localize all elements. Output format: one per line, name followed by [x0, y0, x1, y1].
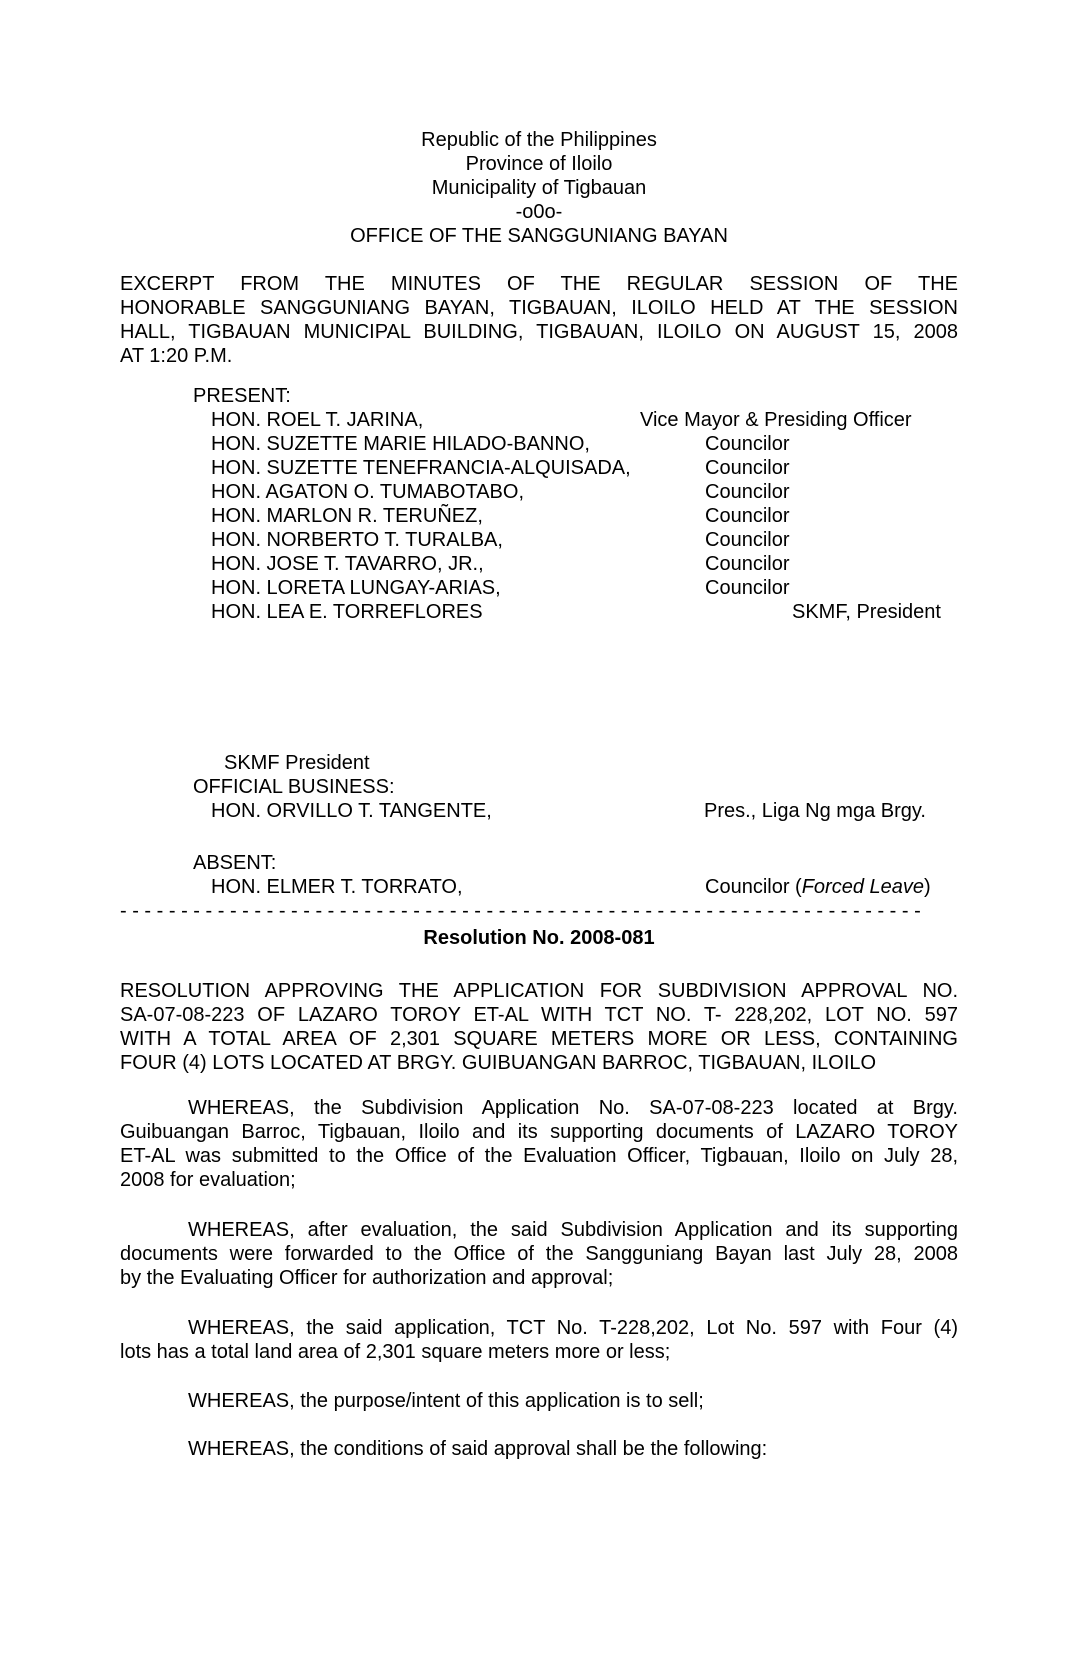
attendee-role-suffix: )	[924, 876, 931, 898]
present-label: PRESENT:	[193, 385, 291, 407]
dashed-separator: - - - - - - - - - - - - - - - - - - - - - - - - - - - - - - - - - - - - - - - - - - - - - - - - - - - - - - - - - - - - - - - - - -	[120, 900, 921, 922]
attendee-row	[120, 528, 958, 552]
paragraph-line: RESOLUTION APPROVING THE APPLICATION FOR SUBDIVISION APPROVAL NO.	[120, 980, 958, 1002]
whereas-paragraph-5	[120, 1437, 958, 1461]
attendee-role	[705, 875, 931, 899]
attendee-row	[120, 576, 958, 600]
letterhead-ornament: -o0o-	[515, 201, 563, 223]
paragraph-line: HALL, TIGBAUAN MUNICIPAL BUILDING, TIGBAUAN, ILOILO ON AUGUST 15, 2008	[120, 321, 958, 343]
letterhead-line-province: Province of Iloilo	[465, 153, 613, 175]
attendee-name: HON. AGATON O. TUMABOTABO,	[211, 481, 525, 503]
attendee-role: Councilor	[705, 577, 790, 599]
attendee-row	[120, 875, 958, 899]
attendee-role: Councilor	[705, 553, 790, 575]
attendee-role: Councilor	[705, 505, 790, 527]
paragraph-line: documents were forwarded to the Office of the Sangguniang Bayan last July 28, 2008	[120, 1243, 958, 1265]
attendee-role: SKMF, President	[792, 601, 941, 623]
paragraph-line: EXCERPT FROM THE MINUTES OF THE REGULAR SESSION OF THE	[120, 273, 958, 295]
resolution-title-paragraph	[120, 979, 958, 1075]
official-business-label: OFFICIAL BUSINESS:	[193, 776, 395, 798]
skmf-president-note: SKMF President	[224, 752, 370, 774]
paragraph-line: by the Evaluating Officer for authorization and approval;	[120, 1267, 614, 1289]
attendee-role: Councilor	[705, 481, 790, 503]
attendee-row	[120, 552, 958, 576]
resolution-number: Resolution No. 2008-081	[423, 927, 655, 949]
attendee-role: Vice Mayor & Presiding Officer	[640, 409, 912, 431]
letterhead-line-republic: Republic of the Philippines	[421, 129, 657, 151]
excerpt-paragraph	[120, 272, 958, 368]
absent-label: ABSENT:	[193, 852, 277, 874]
paragraph-line: WHEREAS, the Subdivision Application No. SA-07-08-223 located at Brgy.	[188, 1097, 958, 1119]
document-content	[120, 0, 958, 1461]
whereas-paragraph-1	[120, 1096, 958, 1192]
attendee-name: HON. ROEL T. JARINA,	[211, 409, 424, 431]
paragraph-line: HONORABLE SANGGUNIANG BAYAN, TIGBAUAN, ILOILO HELD AT THE SESSION	[120, 297, 958, 319]
whereas-paragraph-4	[120, 1389, 958, 1413]
attendee-name: HON. ORVILLO T. TANGENTE,	[211, 800, 492, 822]
attendee-role-prefix: Councilor (	[705, 876, 802, 898]
attendee-role-italic: Forced Leave	[801, 876, 924, 898]
attendee-name: HON. NORBERTO T. TURALBA,	[211, 529, 503, 551]
attendee-row	[120, 408, 958, 432]
attendee-role: Councilor	[705, 529, 790, 551]
attendee-name: HON. LORETA LUNGAY-ARIAS,	[211, 577, 501, 599]
attendee-name: HON. SUZETTE TENEFRANCIA-ALQUISADA,	[211, 457, 631, 479]
paragraph-line: AT 1:20 P.M.	[120, 345, 233, 367]
attendee-role: Pres., Liga Ng mga Brgy.	[704, 800, 926, 822]
paragraph-line: SA-07-08-223 OF LAZARO TOROY ET-AL WITH TCT NO. T- 228,202, LOT NO. 597	[120, 1004, 958, 1026]
attendee-name: HON. SUZETTE MARIE HILADO-BANNO,	[211, 433, 590, 455]
attendee-name: HON. ELMER T. TORRATO,	[211, 876, 463, 898]
paragraph-line: WITH A TOTAL AREA OF 2,301 SQUARE METERS MORE OR LESS, CONTAINING	[120, 1028, 958, 1050]
attendee-row	[120, 600, 958, 624]
paragraph-line: lots has a total land area of 2,301 square meters more or less;	[120, 1341, 671, 1363]
attendance-section	[120, 384, 958, 899]
paragraph-line: WHEREAS, the purpose/intent of this application is to sell;	[188, 1390, 704, 1412]
letterhead	[120, 128, 958, 248]
paragraph-line: FOUR (4) LOTS LOCATED AT BRGY. GUIBUANGAN BARROC, TIGBAUAN, ILOILO	[120, 1052, 877, 1074]
paragraph-line: Guibuangan Barroc, Tigbauan, Iloilo and its supporting documents of LAZARO TOROY	[120, 1121, 958, 1143]
attendee-role: Councilor	[705, 457, 790, 479]
paragraph-line: ET-AL was submitted to the Office of the Evaluation Officer, Tigbauan, Iloilo on July 28,	[120, 1145, 958, 1167]
attendee-row	[120, 799, 958, 823]
attendee-name: HON. LEA E. TORREFLORES	[211, 601, 483, 623]
paragraph-line: WHEREAS, the said application, TCT No. T-228,202, Lot No. 597 with Four (4)	[188, 1317, 958, 1339]
attendee-row	[120, 504, 958, 528]
whereas-paragraph-2	[120, 1218, 958, 1290]
paragraph-line: 2008 for evaluation;	[120, 1169, 296, 1191]
attendee-row	[120, 432, 958, 456]
attendee-row	[120, 456, 958, 480]
attendee-name: HON. JOSE T. TAVARRO, JR.,	[211, 553, 484, 575]
whereas-paragraph-3	[120, 1316, 958, 1364]
attendee-row	[120, 480, 958, 504]
paragraph-line: WHEREAS, after evaluation, the said Subdivision Application and its supporting	[188, 1219, 958, 1241]
attendee-role: Councilor	[705, 433, 790, 455]
attendee-name: HON. MARLON R. TERUÑEZ,	[211, 505, 483, 527]
letterhead-office-title: OFFICE OF THE SANGGUNIANG BAYAN	[350, 225, 728, 247]
letterhead-line-municipality: Municipality of Tigbauan	[431, 177, 647, 199]
paragraph-line: WHEREAS, the conditions of said approval shall be the following:	[188, 1438, 768, 1460]
